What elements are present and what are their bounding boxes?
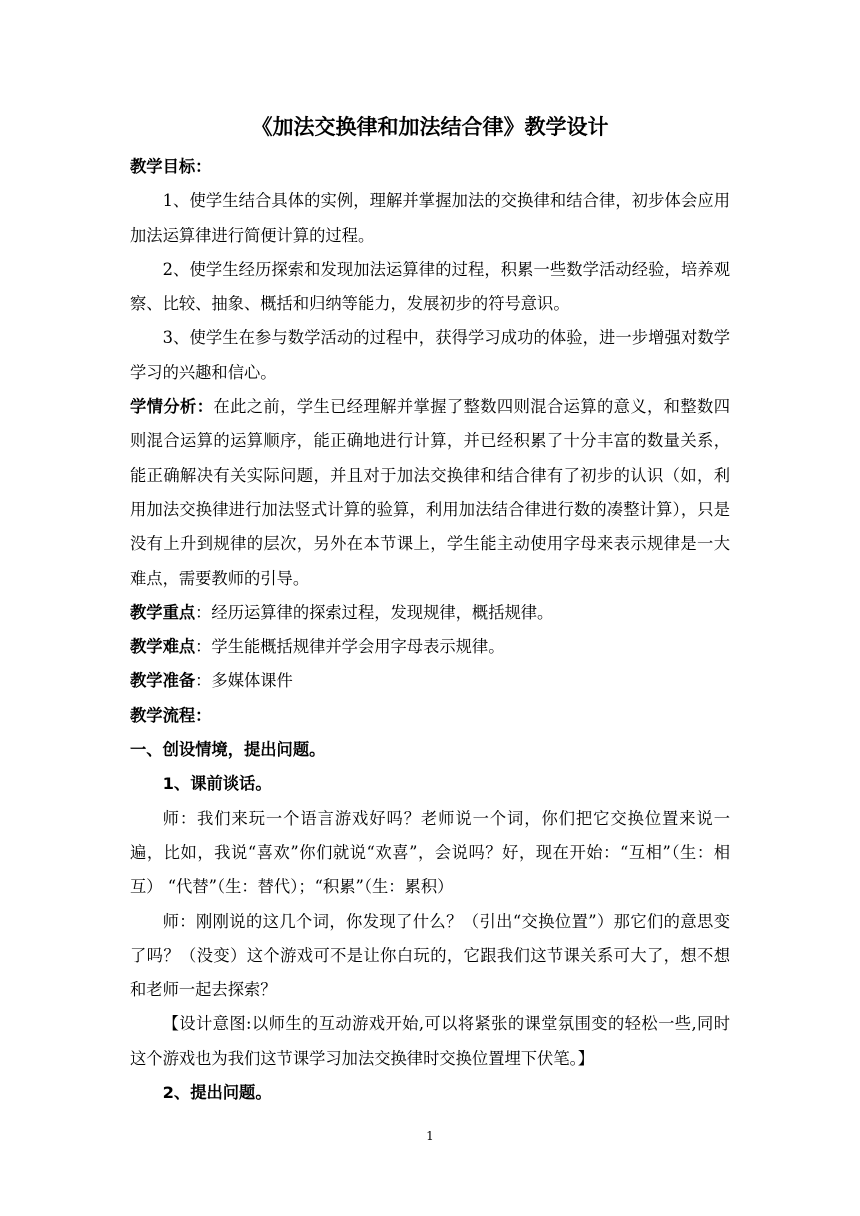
preparation-paragraph [130, 664, 730, 698]
difficulty-paragraph [130, 630, 730, 664]
key-point-text: ：经历运算律的探索过程，发现规律，概括规律。 [195, 602, 554, 622]
design-intent-paragraph: 【设计意图:以师生的互动游戏开始,可以将紧张的课堂氛围变的轻松一些,同时这个游戏也为我们这节课学习加法交换律时交换位置埋下伏笔。】 [130, 1014, 730, 1068]
section-heading: 一、创设情境，提出问题。 [130, 740, 326, 760]
goal-item: 1、使学生结合具体的实例，理解并掌握加法的交换律和结合律，初步体会应用加法运算律进行简便计算的过程。 [130, 191, 730, 245]
step-heading: 2、提出问题。 [162, 1083, 272, 1103]
analysis-text: 在此之前，学生已经理解并掌握了整数四则混合运算的意义，和整数四则混合运算的运算顺序，能正确地进行计算，并已经积累了十分丰富的数量关系，能正确解决有关实际问题，并且对于加法交换律和结合律有了初步的认识（如，利用加法交换律进行加法竖式计算的验算，利用加法结合律进行数的凑整计算），只是没有上升到规律的层次，另外在本节课上，学生能主动使用字母来表示规律是一大难点，需要教师的引导。 [130, 397, 730, 588]
document-title: 《加法交换律和加法结合律》教学设计 [251, 115, 609, 139]
preparation-label: 教学准备 [130, 671, 196, 691]
analysis-paragraph [130, 390, 730, 596]
key-point-label: 教学重点 [130, 602, 196, 622]
difficulty-label: 教学难点 [130, 637, 196, 657]
goal-item: 3、使学生在参与数学活动的过程中，获得学习成功的体验，进一步增强对数学学习的兴趣和信心。 [130, 328, 730, 382]
goals-heading: 教学目标： [130, 157, 212, 176]
step-heading: 1、课前谈话。 [162, 774, 272, 794]
dialogue-paragraph: 师：我们来玩一个语言游戏好吗？老师说一个词，你们把它交换位置来说一遍，比如，我说“喜欢”你们就说“欢喜”，会说吗？好，现在开始：“互相”（生：相互） “代替”（生：替代）；“积累”（生：累积） [130, 808, 730, 897]
preparation-text: ：多媒体课件 [195, 671, 293, 691]
process-heading: 教学流程： [130, 705, 212, 725]
page-number: 1 [426, 1129, 434, 1143]
document-body [130, 150, 730, 1110]
key-point-paragraph [130, 596, 730, 630]
dialogue-paragraph: 师：刚刚说的这几个词，你发现了什么？（引出“交换位置”）那它们的意思变了吗？（没变）这个游戏可不是让你白玩的，它跟我们这节课关系可大了，想不想和老师一起去探索？ [130, 911, 730, 1000]
difficulty-text: ：学生能概括规律并学会用字母表示规律。 [195, 637, 505, 657]
analysis-label: 学情分析： [130, 397, 214, 417]
goal-item: 2、使学生经历探索和发现加法运算律的过程，积累一些数学活动经验，培养观察、比较、抽象、概括和归纳等能力，发展初步的符号意识。 [130, 259, 730, 314]
